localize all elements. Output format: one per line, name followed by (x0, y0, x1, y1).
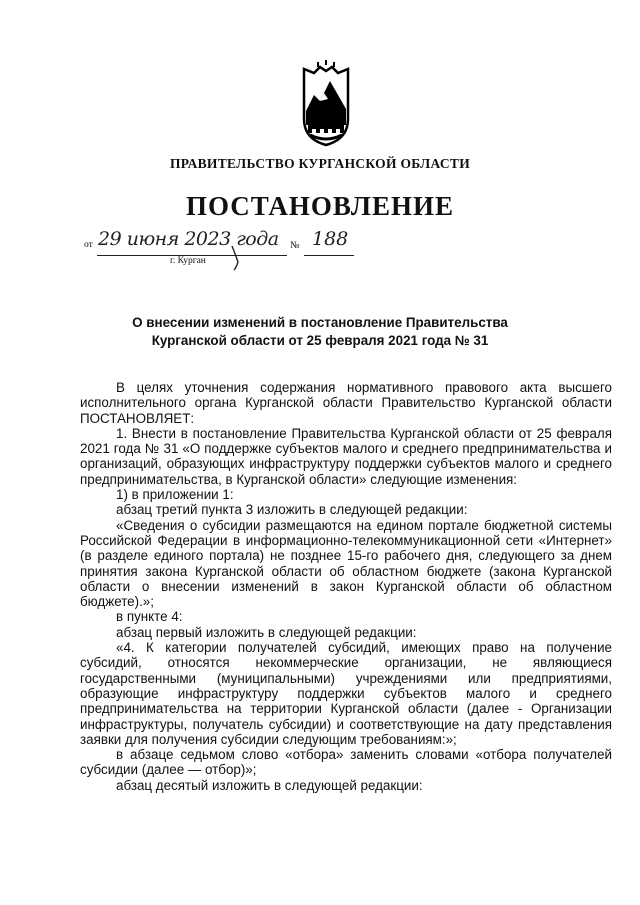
city-label: г. Курган (170, 256, 206, 266)
paragraph-item-1: 1. Внести в постановление Правительства Курганской области от 25 февраля 2021 года № 31 «О поддержке субъектов малого и среднего предпринимательства и организаций, образующих инфраструктуру поддержки субъектов малого и среднего предпринимательства, в Курганской области» следующие изменения: (80, 425, 612, 487)
paragraph-amendment-3: в абзаце седьмом слово «отбора» заменить словами «отбора получателей субсидии (далее — отбор)»; (80, 747, 612, 778)
handwritten-date: 29 июня 2023 года (98, 228, 279, 250)
paragraph-preamble: В целях уточнения содержания нормативного правового акта высшего исполнительного органа Курганской области Правительство Курганской области ПОСТАНОВЛЯЕТ: (80, 380, 612, 426)
document-body (80, 380, 612, 793)
paragraph-quote-2: «4. К категории получателей субсидий, имеющих право на получение субсидий, относятся некоммерческие организации, не являющиеся государственными (муниципальными) учреждениями или предприятиями, образующие инфраструктуру поддержки субъектов малого и среднего предпринимательства на территории Курганской области (далее - Организации инфраструктуры, получатель субсидии) и соответствующие на дату представления заявки для получения субсидии следующим требованиям:»; (80, 640, 612, 747)
paragraph-point-4: в пункте 4: (116, 609, 183, 625)
date-prefix-label: от (84, 240, 93, 250)
paragraph-quote-1: «Сведения о субсидии размещаются на едином портале бюджетной системы Российской Федерации в информационно-телекоммуникационной сети «Интернет» (в разделе единого портала) не позднее 15-го рабочего дня, следующего за днем принятия закона Курганской области об областном бюджете (закона Курганской области о внесении изменений в закон Курганской области об областном бюджете).»; (80, 517, 612, 610)
pen-stroke-mark (226, 244, 246, 272)
document-type-title: ПОСТАНОВЛЕНИЕ (185, 191, 455, 221)
number-prefix-label: № (290, 240, 300, 251)
government-title: ПРАВИТЕЛЬСТВО КУРГАНСКОЙ ОБЛАСТИ (169, 156, 471, 171)
coat-of-arms-icon (300, 59, 352, 147)
paragraph-amendment-1: абзац третий пункта 3 изложить в следующей редакции: (116, 502, 468, 518)
number-underline (304, 255, 354, 256)
handwritten-number: 188 (312, 228, 349, 250)
subject-line-1: О внесении изменений в постановление Правительства (132, 315, 508, 330)
paragraph-amendment-2: абзац первый изложить в следующей редакции: (116, 624, 417, 640)
subject-line-2: Курганской области от 25 февраля 2021 года № 31 (151, 333, 489, 348)
document-subject (0, 314, 640, 350)
paragraph-subitem-1: 1) в приложении 1: (116, 487, 234, 503)
paragraph-amendment-4: абзац десятый изложить в следующей редакции: (116, 777, 423, 793)
